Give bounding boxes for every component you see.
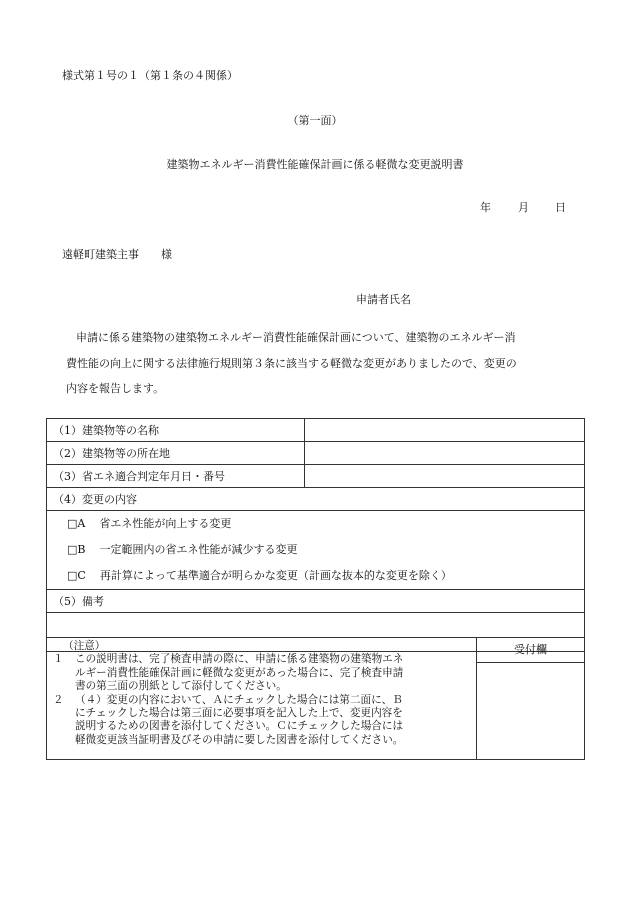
option-code: B: [77, 543, 86, 556]
checkbox-b[interactable]: □: [67, 543, 78, 556]
info-table: [46, 418, 585, 652]
note-line: ルギー消費性能確保計画に軽微な変更があった場合に、完了検査申請: [75, 666, 404, 679]
table-row: [47, 465, 585, 488]
option-text: 再計算によって基準適合が明らかな変更（計画な抜本的な変更を除く）: [99, 569, 452, 582]
note-line: 軽微変更該当証明書及びその申請に要した図書を添付してください。: [75, 733, 404, 746]
notes-section: [47, 638, 477, 760]
option-code: C: [77, 569, 86, 582]
receipt-field[interactable]: [477, 663, 584, 759]
body-text-line: 内容を報告します。: [66, 382, 165, 395]
option-text: 一定範囲内の省エネ性能が減少する変更: [99, 543, 298, 556]
notes-heading: （注意）: [63, 640, 106, 652]
form-label: 様式第１号の１（第１条の４関係）: [62, 69, 238, 82]
note-line: 書の第三面の別紙として添付してください。: [75, 680, 287, 693]
note-item: [53, 653, 472, 693]
checkbox-c[interactable]: □: [67, 569, 78, 582]
page-number: （第一面）: [287, 114, 343, 127]
table-row: [47, 488, 585, 511]
body-text-line: 申請に係る建築物の建築物エネルギー消費性能確保計画について、建築物のエネルギー消: [76, 331, 516, 344]
date-month: 月: [518, 201, 529, 214]
table-row: [47, 511, 585, 590]
notes-table: [46, 637, 585, 760]
judgment-date-number-label: （3）省エネ適合判定年月日・番号: [47, 465, 305, 488]
note-line: この説明書は、完了検査申請の際に、申請に係る建築物の建築物エネ: [75, 653, 404, 666]
option-text: 省エネ性能が向上する変更: [99, 517, 232, 530]
table-row: [47, 442, 585, 465]
change-options: [47, 511, 585, 590]
table-row: [47, 590, 585, 613]
judgment-date-number-field[interactable]: [305, 465, 585, 488]
applicant-name-label: 申請者氏名: [356, 293, 411, 306]
building-location-field[interactable]: [305, 442, 585, 465]
body-text-line: 費性能の向上に関する法律施行規則第３条に該当する軽微な変更がありましたので、変更の: [66, 357, 517, 370]
checkbox-a[interactable]: □: [67, 517, 78, 530]
remarks-header: （5）備考: [47, 590, 585, 613]
building-location-label: （2）建築物等の所在地: [47, 442, 305, 465]
option-code: A: [77, 517, 86, 530]
note-line: 説明するための図書を添付してください。Ｃにチェックした場合には: [75, 720, 404, 733]
change-option-a[interactable]: [47, 511, 584, 537]
table-row: [47, 419, 585, 442]
building-name-label: （1）建築物等の名称: [47, 419, 305, 442]
note-number: １: [53, 653, 64, 666]
date-year: 年: [480, 201, 491, 214]
note-line: （４）変更の内容において、Ａにチェックした場合には第二面に、Ｂ: [75, 693, 403, 706]
recipient: 遠軽町建築主事 様: [62, 248, 172, 261]
document-title: 建築物エネルギー消費性能確保計画に係る軽微な変更説明書: [166, 158, 464, 171]
note-number: ２: [53, 693, 64, 706]
date-day: 日: [555, 201, 566, 214]
building-name-field[interactable]: [305, 419, 585, 442]
note-item: [53, 694, 472, 748]
receipt-label: 受付欄: [477, 638, 584, 663]
receipt-section: [477, 638, 585, 760]
note-line: にチェックした場合は第三面に必要事項を記入した上で、変更内容を: [75, 707, 403, 720]
change-content-header: （4）変更の内容: [47, 488, 585, 511]
change-option-b[interactable]: [47, 537, 584, 563]
change-option-c[interactable]: [47, 563, 584, 589]
